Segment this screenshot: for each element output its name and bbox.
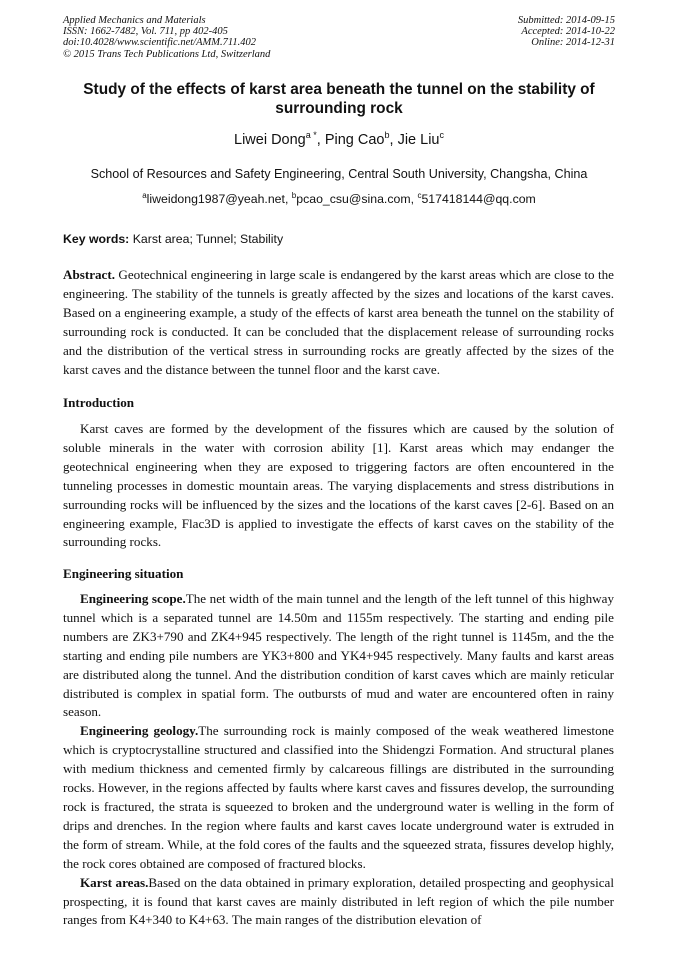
journal-copyright: © 2015 Trans Tech Publications Ltd, Switzerland: [63, 48, 271, 60]
abstract-text: Geotechnical engineering in large scale is endangered by the karst areas which are close to the engineering. The stability of the tunnels is greatly affected by the sizes and locations of the karst caves. Based on a engineering example, a study of the effects of karst area beneath the tunnel on the stability of surrounding rock is conducted. It can be concluded that the displacement release of surrounding rocks and the distribution of the vertical stress in surrounding rocks are greatly affected by the sizes of the karst caves and the distance between the tunnel floor and the karst cave.: [63, 267, 614, 377]
accepted-date: Accepted: 2014-10-22: [521, 26, 615, 38]
karst-areas-text: Based on the data obtained in primary exploration, detailed prospecting and geophysical prospecting, it is found that karst caves are mainly distributed in left region of which the pile number ranges from K4+340 to K4+63. The main ranges of the distribution elevation of: [63, 874, 614, 928]
engineering-geology-text: The surrounding rock is mainly composed of the weak weathered limestone which is cryptocrystalline structured and classified into the Shidengzi Formation. And structural planes with medium thickness and cemented firmly by calcareous fillings are distributed in the surrounding rocks. However, in the regions affected by faults where karst caves and fissures develop, the surrounding rock is fractured, the strata is squeezed to broken and the underground water is welling in the form of drips and drenches. In the region where faults and karst caves locate underground water is extruded in the form of stream. While, at the fold cores of the faults and the squeezed strata, fissures develop highly, the rock cores obtained are composed of fractured blocks.: [63, 723, 614, 871]
author-name: Liwei Dong: [234, 132, 306, 148]
email-separator: ,: [284, 192, 292, 206]
author-list: [0, 131, 678, 149]
author-separator: ,: [316, 132, 325, 148]
journal-doi: doi:10.4028/www.scientific.net/AMM.711.402: [63, 37, 256, 49]
abstract-label: Abstract.: [63, 267, 115, 282]
keywords-label: Key words:: [63, 232, 130, 246]
journal-issn: ISSN: 1662-7482, Vol. 711, pp 402-405: [63, 26, 228, 38]
engineering-scope-label: Engineering scope.: [80, 591, 186, 606]
karst-areas-paragraph: [63, 874, 614, 931]
email-address: liweidong1987@yeah.net: [146, 192, 285, 206]
karst-areas-label: Karst areas.: [80, 874, 149, 890]
email-separator: ,: [410, 192, 418, 206]
journal-header-left: [63, 15, 270, 60]
email-mark: a: [142, 191, 147, 200]
section-heading-engineering-situation: Engineering situation: [63, 566, 184, 581]
author-name: Jie Liu: [397, 132, 440, 148]
journal-header-right: [518, 15, 615, 49]
keywords: [63, 231, 283, 247]
engineering-situation-body: [63, 590, 614, 930]
author-name: Ping Cao: [324, 132, 385, 148]
engineering-scope-paragraph: [63, 590, 614, 722]
introduction-body: [63, 420, 614, 552]
email-list: [0, 191, 678, 207]
introduction-paragraph: Karst caves are formed by the development of the fissures which are caused by the solution of soluble minerals in the water with corrosion ability [1]. Karst areas which may endanger the geotechnical engineering when they are exposed to triggering factors are often encountered in the tunneling processes in domestic mountain areas. The varying displacements and stress distributions in surrounding rocks will be influenced by the sizes and the locations of the karst caves [2-6]. Based on an engineering example, Flac3D is applied to investigate the effects of karst caves on the stability of the surrounding rocks.: [63, 421, 614, 550]
engineering-scope-text: The net width of the main tunnel and the length of the left tunnel of this highway tunnel which is a separated tunnel are 14.50m and 1155m respectively. The starting and ending pile numbers are ZK3+790 and ZK4+945 respectively. The length of the right tunnel is 1145m, and the the starting and ending pile numbers are YK3+800 and YK4+945 respectively. Many faults and karst areas are distributed along the tunnel. And the distribution condition of karst caves which are mainly reticular distributed is complex in spatial form. The outbursts of mud and water are encountered often in rainy season.: [63, 591, 614, 720]
author-separator: ,: [389, 132, 398, 148]
engineering-geology-paragraph: [63, 722, 614, 873]
abstract: [63, 266, 614, 379]
email-mark: c: [417, 191, 422, 200]
author-affil-mark: a *: [305, 130, 317, 140]
affiliation: School of Resources and Safety Engineering, Central South University, Changsha, China: [90, 167, 588, 181]
email-address: pcao_csu@sina.com: [296, 192, 411, 206]
email-address: 517418144@qq.com: [421, 192, 536, 206]
submitted-date: Submitted: 2014-09-15: [517, 15, 615, 26]
section-heading-introduction: Introduction: [63, 395, 135, 410]
author-affil-mark: b: [384, 130, 390, 140]
author-affil-mark: c: [439, 130, 444, 140]
engineering-geology-label: Engineering geology.: [80, 723, 199, 739]
journal-name: Applied Mechanics and Materials: [63, 15, 206, 26]
paper-title: Study of the effects of karst area beneath the tunnel on the stability of surrounding rock: [83, 81, 595, 117]
online-date: Online: 2014-12-31: [531, 37, 615, 49]
keywords-text: Karst area; Tunnel; Stability: [132, 232, 284, 246]
email-mark: b: [291, 191, 297, 200]
